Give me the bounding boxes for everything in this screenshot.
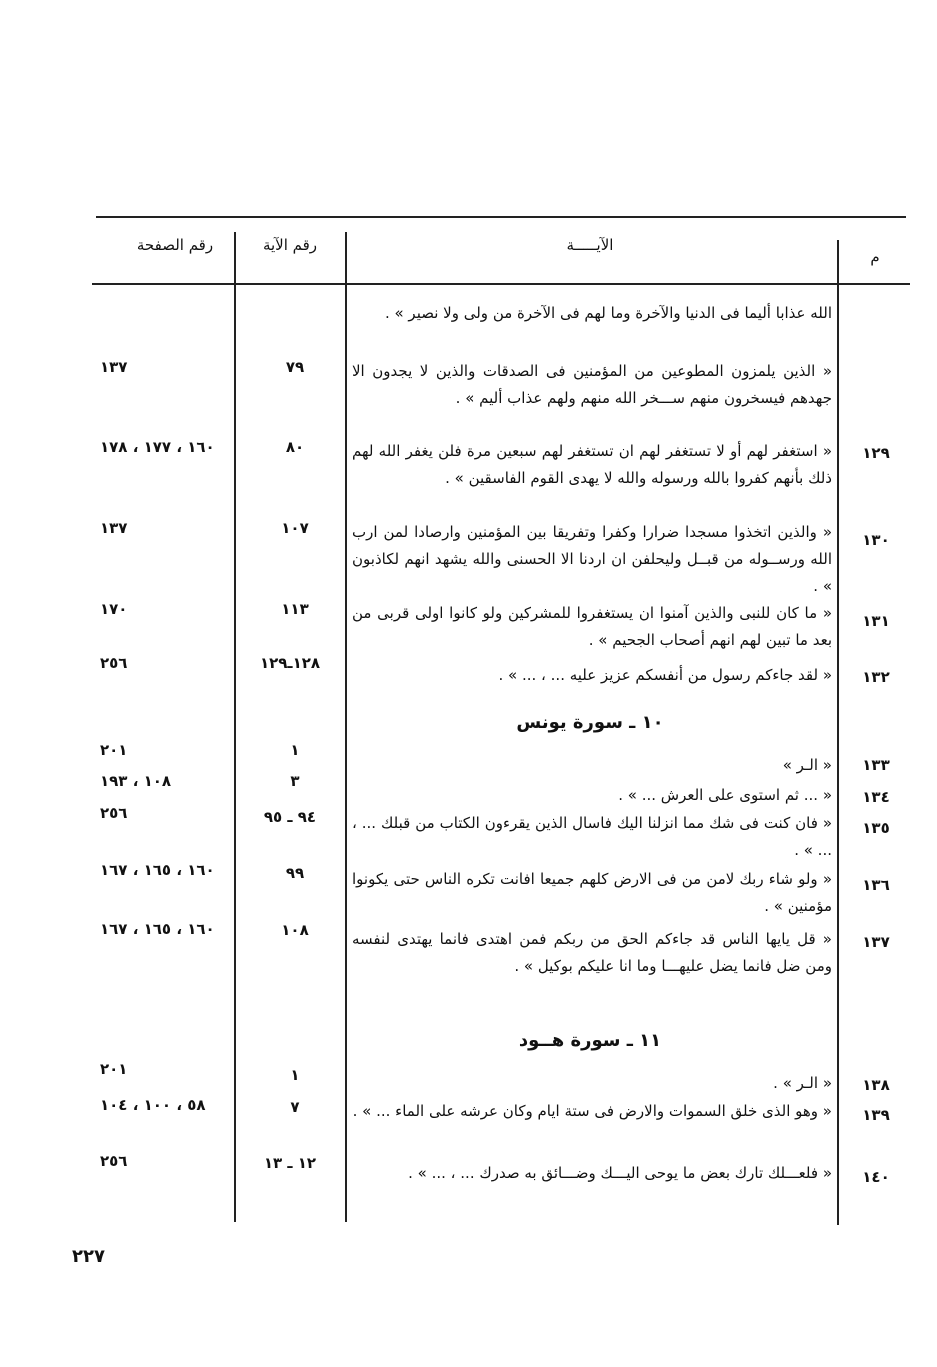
page-ref: ٢٠١ xyxy=(100,1060,128,1078)
ayah-number: ٩٩ xyxy=(285,864,305,882)
header-no: م xyxy=(870,248,880,266)
surah-heading: ١١ ـ سورة هــود xyxy=(518,1030,662,1051)
row-number: ١٤٠ xyxy=(862,1168,890,1186)
verse: « استغفر لهم أو لا تستغفر لهم ان تستغفر لهم سبعين مرة فلن يغفر الله لهم ذلك بأنهم كفروا بالله ورسوله والله لا يهدى القوم الفاسقين » . xyxy=(352,442,832,487)
ayah-number: ١ xyxy=(290,1066,300,1084)
row-number: ١٣٥ xyxy=(862,819,890,837)
ayah-number: ٩٤ ـ ٩٥ xyxy=(263,808,317,826)
ayah-number: ٧ xyxy=(290,1098,300,1116)
top-rule xyxy=(96,216,906,218)
ayah-number: ١١٣ xyxy=(281,600,309,618)
verse: الله عذابا أليما فى الدنيا والآخرة وما لهم فى الآخرة من ولى ولا نصير » . xyxy=(384,304,832,322)
verse: « والذين اتخذوا مسجدا ضرارا وكفرا وتفريقا بين المؤمنين وارصادا لمن ارب الله ورســوله من قبــل وليحلفن ان اردنا الا الحسنى والله يشهد انهم لكاذبون » . xyxy=(352,523,832,595)
row-number: ١٣٣ xyxy=(862,756,890,774)
page-ref: ١٦٠ ، ١٧٧ ، ١٧٨ xyxy=(100,438,215,456)
verse: « ما كان للنبى والذين آمنوا ان يستغفروا للمشركين ولو كانوا اولى قربى من بعد ما تبين لهم انهم أصحاب الجحيم » . xyxy=(352,604,832,649)
ayah-number: ١٢٨ـ١٢٩ xyxy=(259,654,321,672)
page-ref: ١٠٨ ، ١٩٣ xyxy=(100,772,172,790)
row-number: ١٣٠ xyxy=(862,531,890,549)
column-line xyxy=(837,240,839,1225)
verse: « فان كنت فى شك مما انزلنا اليك فاسال الذين يقرءون الكتاب من قبلك ... ، ... » . xyxy=(352,814,832,859)
verse: « وهو الذى خلق السموات والارض فى ستة ايام وكان عرشه على الماء ... » . xyxy=(352,1102,832,1120)
page-ref: ١٦٠ ، ١٦٥ ، ١٦٧ xyxy=(100,861,215,879)
page-ref: ٥٨ ، ١٠٠ ، ١٠٤ xyxy=(100,1096,206,1114)
ayah-number: ١ xyxy=(290,741,300,759)
verse: « الـر » . xyxy=(773,1074,832,1092)
verse: « الـر » xyxy=(782,756,832,774)
row-number: ١٣٤ xyxy=(862,788,890,806)
ayah-number: ١٠٧ xyxy=(281,519,309,537)
ayah-number: ٣ xyxy=(290,772,300,790)
verse: « ... ثم استوى على العرش ... » . xyxy=(618,786,832,804)
page-ref: ١٣٧ xyxy=(100,519,128,537)
header-verse: الآيـــــة xyxy=(566,236,614,254)
row-number: ١٢٩ xyxy=(862,444,890,462)
ayah-number: ٧٩ xyxy=(285,358,305,376)
row-number: ١٣٩ xyxy=(862,1106,890,1124)
page-number: ٢٢٧ xyxy=(72,1246,105,1267)
page-ref: ١٣٧ xyxy=(100,358,128,376)
header-rule xyxy=(92,283,910,285)
ayah-number: ١٢ ـ ١٣ xyxy=(263,1154,317,1172)
header-page: رقم الصفحة xyxy=(136,236,214,254)
row-number: ١٣٢ xyxy=(862,668,890,686)
ayah-number: ٨٠ xyxy=(285,438,305,456)
column-line xyxy=(345,232,347,1222)
page-ref: ٢٥٦ xyxy=(100,654,128,672)
row-number: ١٣٨ xyxy=(862,1076,890,1094)
verse: « ولو شاء ربك لامن من فى الارض كلهم جميعا افانت تكره الناس حتى يكونوا مؤمنين » . xyxy=(352,870,832,915)
verse: « الذين يلمزون المطوعين من المؤمنين فى الصدقات والذين لا يجدون الا جهدهم فيسخرون منهم ســـخر الله منهم ولهم عذاب أليم » . xyxy=(352,362,832,407)
page-ref: ٢٥٦ xyxy=(100,1152,128,1170)
column-line xyxy=(234,232,236,1222)
page-ref: ١٦٠ ، ١٦٥ ، ١٦٧ xyxy=(100,920,215,938)
ayah-number: ١٠٨ xyxy=(281,921,309,939)
row-number: ١٣١ xyxy=(862,612,890,630)
header-ayah: رقم الآية xyxy=(262,236,318,254)
row-number: ١٣٧ xyxy=(862,933,890,951)
verse: « قل يايها الناس قد جاءكم الحق من ربكم فمن اهتدى فانما يهتدى لنفسه ومن ضل فانما يضل عليهـــا وما انا عليكم بوكيل » . xyxy=(352,930,832,975)
verse: « لقد جاءكم رسول من أنفسكم عزيز عليه ... ، ... » . xyxy=(498,666,832,684)
page-ref: ٢٥٦ xyxy=(100,804,128,822)
row-number: ١٣٦ xyxy=(862,876,890,894)
surah-heading: ١٠ ـ سورة يونس xyxy=(516,712,664,733)
page-ref: ٢٠١ xyxy=(100,741,128,759)
page-ref: ١٧٠ xyxy=(100,600,128,618)
verse: « فلعـــلك تارك بعض ما يوحى اليـــك وضـــائق به صدرك ... ، ... » . xyxy=(408,1164,832,1182)
